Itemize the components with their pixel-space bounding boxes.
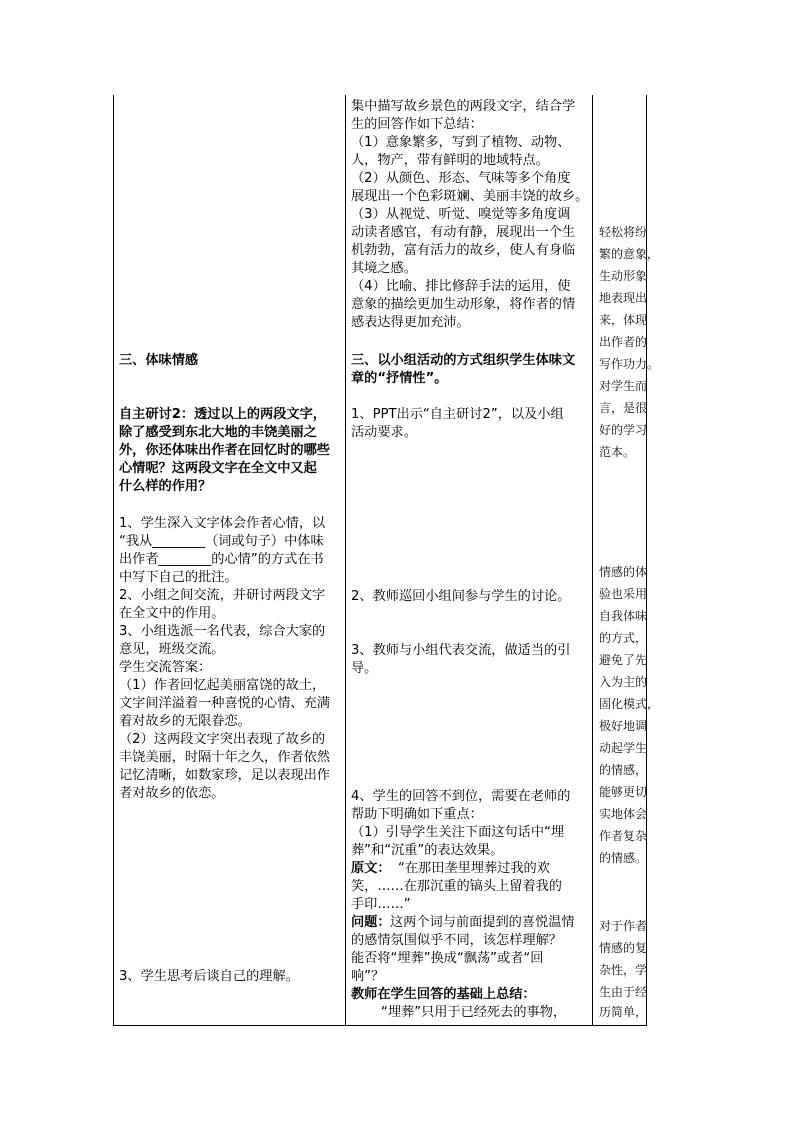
left-question-line: 外，你还体味出作者在回忆时的哪些 <box>119 443 330 458</box>
left-step-line: 在全文中的作用。 <box>119 606 225 621</box>
note1-line: 写作功力。 <box>599 357 660 371</box>
note2-line: 入为主的 <box>599 675 648 689</box>
left-step3: 3、学生思考后谈自己的理解。 <box>119 969 299 984</box>
left-step-line: 中写下自己的批注。 <box>119 570 238 585</box>
table-border-col2 <box>345 95 346 1025</box>
middle-summary-line: （4）比喻、排比修辞手法的运用，使 <box>351 279 571 294</box>
middle-step1-line: 1、PPT出示“自主研讨2”，以及小组 <box>351 407 564 422</box>
left-question-line: 心情呢？这两段文字在全文中又起 <box>119 461 317 476</box>
middle-step3-line: 3、教师与小组代表交流，做适当的引 <box>351 643 571 658</box>
left-heading: 三、体味情感 <box>119 353 199 368</box>
left-question-line: 自主研讨2：透过以上的两段文字， <box>119 407 326 422</box>
note1-line: 好的学习 <box>599 423 648 437</box>
table-border-col3 <box>592 95 593 1025</box>
middle-summary-line: 人，物产，带有鲜明的地域特点。 <box>351 153 549 168</box>
original-line: 手印……” <box>351 897 411 912</box>
question-line: 这两个词与前面提到的喜悦温情 <box>390 915 575 930</box>
note1-line: 繁的意象， <box>599 247 660 261</box>
left-step-line: （2）这两段文字突出表现了故乡的 <box>119 732 326 747</box>
left-step-line: 意见，班级交流。 <box>119 642 225 657</box>
note3-line: 情感的复 <box>599 941 648 955</box>
question-line: 响”？ <box>351 969 385 984</box>
table-border-bottom <box>113 1025 647 1026</box>
left-step-line: “我从________（词或句子）中体味 <box>119 534 324 549</box>
middle-summary-line: 其境之感。 <box>351 261 417 276</box>
left-step-line: 丰饶美丽，时隔十年之久，作者依然 <box>119 750 330 765</box>
middle-summary-line: 展现出一个色彩斑斓、美丽丰饶的故乡。 <box>351 189 589 204</box>
middle-step3-line: 导。 <box>351 661 378 676</box>
middle-summary-line: 意象的描绘更加生动形象，将作者的情 <box>351 297 576 312</box>
left-step-line: 2、小组之间交流，并研讨两段文字 <box>119 588 326 603</box>
middle-summary-line: （1）意象繁多，写到了植物、动物、 <box>351 135 571 150</box>
middle-heading-line: 章的“抒情性”。 <box>351 371 448 386</box>
left-step-line: 记忆清晰，如数家珍，足以表现出作 <box>119 768 330 783</box>
original-line: 笑，……在那沉重的镐头上留着我的 <box>351 879 562 894</box>
note2-line: 验也采用 <box>599 587 648 601</box>
note2-line: 避免了先 <box>599 653 648 667</box>
left-step-line: 学生交流答案： <box>119 660 212 675</box>
note3-line: 生由于经 <box>599 985 648 999</box>
teacher-summary-last-line: “埋葬”只用于已经死去的事物， <box>381 1005 567 1020</box>
middle-heading-line: 三、以小组活动的方式组织学生体味文 <box>351 353 576 368</box>
middle-step4-line: （1）引导学生关注下面这句话中“埋 <box>351 825 565 840</box>
left-step-line: （1）作者回忆起美丽富饶的故土， <box>119 678 326 693</box>
question-line: 能否将“埋葬”换成“飘荡”或者“回 <box>351 951 544 966</box>
question-label: 问题： <box>351 915 391 930</box>
question-line: 的感情氛围似乎不同，该怎样理解？ <box>351 933 562 948</box>
left-step-line: 者对故乡的依恋。 <box>119 786 225 801</box>
middle-step4-line: 帮助下明确如下重点： <box>351 807 483 822</box>
note2-line: 固化模式， <box>599 697 660 711</box>
note1-line: 来，体现 <box>599 313 648 327</box>
middle-summary-line: 机勃勃，富有活力的故乡，使人有身临 <box>351 243 576 258</box>
middle-step1-line: 活动要求。 <box>351 425 417 440</box>
note3-line: 历简单， <box>599 1005 648 1019</box>
note2-line: 作者复杂 <box>599 829 648 843</box>
note3-line: 杂性，学 <box>599 963 648 977</box>
left-step-line: 1、学生深入文字体会作者心情，以 <box>119 516 326 531</box>
note2-line: 实地体会 <box>599 807 648 821</box>
note2-line: 自我体味 <box>599 609 648 623</box>
note2-line: 的情感， <box>599 763 648 777</box>
middle-step4-line: 葬”和“沉重”的表达效果。 <box>351 843 504 858</box>
middle-summary-line: 动读者感官，有动有静，展现出一个生 <box>351 225 576 240</box>
middle-summary-line: （2）从颜色、形态、气味等多个角度 <box>351 171 571 186</box>
note1-line: 轻松将纷 <box>599 225 648 239</box>
note1-line: 出作者的 <box>599 335 648 349</box>
note2-line: 的方式， <box>599 631 648 645</box>
note2-line: 情感的体 <box>599 565 648 579</box>
note1-line: 范本。 <box>599 445 636 459</box>
note3-line: 对于作者 <box>599 919 648 933</box>
left-step-line: 着对故乡的无限眷恋。 <box>119 714 251 729</box>
note1-line: 地表现出 <box>599 291 648 305</box>
note2-line: 极好地调 <box>599 719 648 733</box>
middle-step4-line: 4、学生的回答不到位，需要在老师的 <box>351 789 571 804</box>
note1-line: 生动形象 <box>599 269 648 283</box>
teacher-summary-heading: 教师在学生回答的基础上总结： <box>351 987 536 1002</box>
table-border-left <box>113 95 114 1025</box>
middle-summary-line: 感表达得更加充沛。 <box>351 315 470 330</box>
left-question-line: 什么样的作用？ <box>119 479 212 494</box>
original-line: “在那田垄里埋葬过我的欢 <box>398 861 550 876</box>
middle-summary-line: 生的回答作如下总结： <box>351 117 483 132</box>
middle-summary-line: （3）从视觉、听觉、嗅觉等多角度调 <box>351 207 571 222</box>
note2-line: 的情感。 <box>599 851 648 865</box>
note1-line: 言，是很 <box>599 401 648 415</box>
note1-line: 对学生而 <box>599 379 648 393</box>
middle-summary-line: 集中描写故乡景色的两段文字，结合学 <box>351 99 576 114</box>
note2-line: 能够更切 <box>599 785 648 799</box>
left-step-line: 3、小组选派一名代表，综合大家的 <box>119 624 326 639</box>
left-step-line: 文字间洋溢着一种喜悦的心情、充满 <box>119 696 330 711</box>
left-question-line: 除了感受到东北大地的丰饶美丽之 <box>119 425 317 440</box>
original-label: 原文： <box>351 861 391 876</box>
left-step-line: 出作者________的心情”的方式在书 <box>119 552 324 567</box>
note2-line: 动起学生 <box>599 741 648 755</box>
middle-step2: 2、教师巡回小组间参与学生的讨论。 <box>351 589 571 604</box>
